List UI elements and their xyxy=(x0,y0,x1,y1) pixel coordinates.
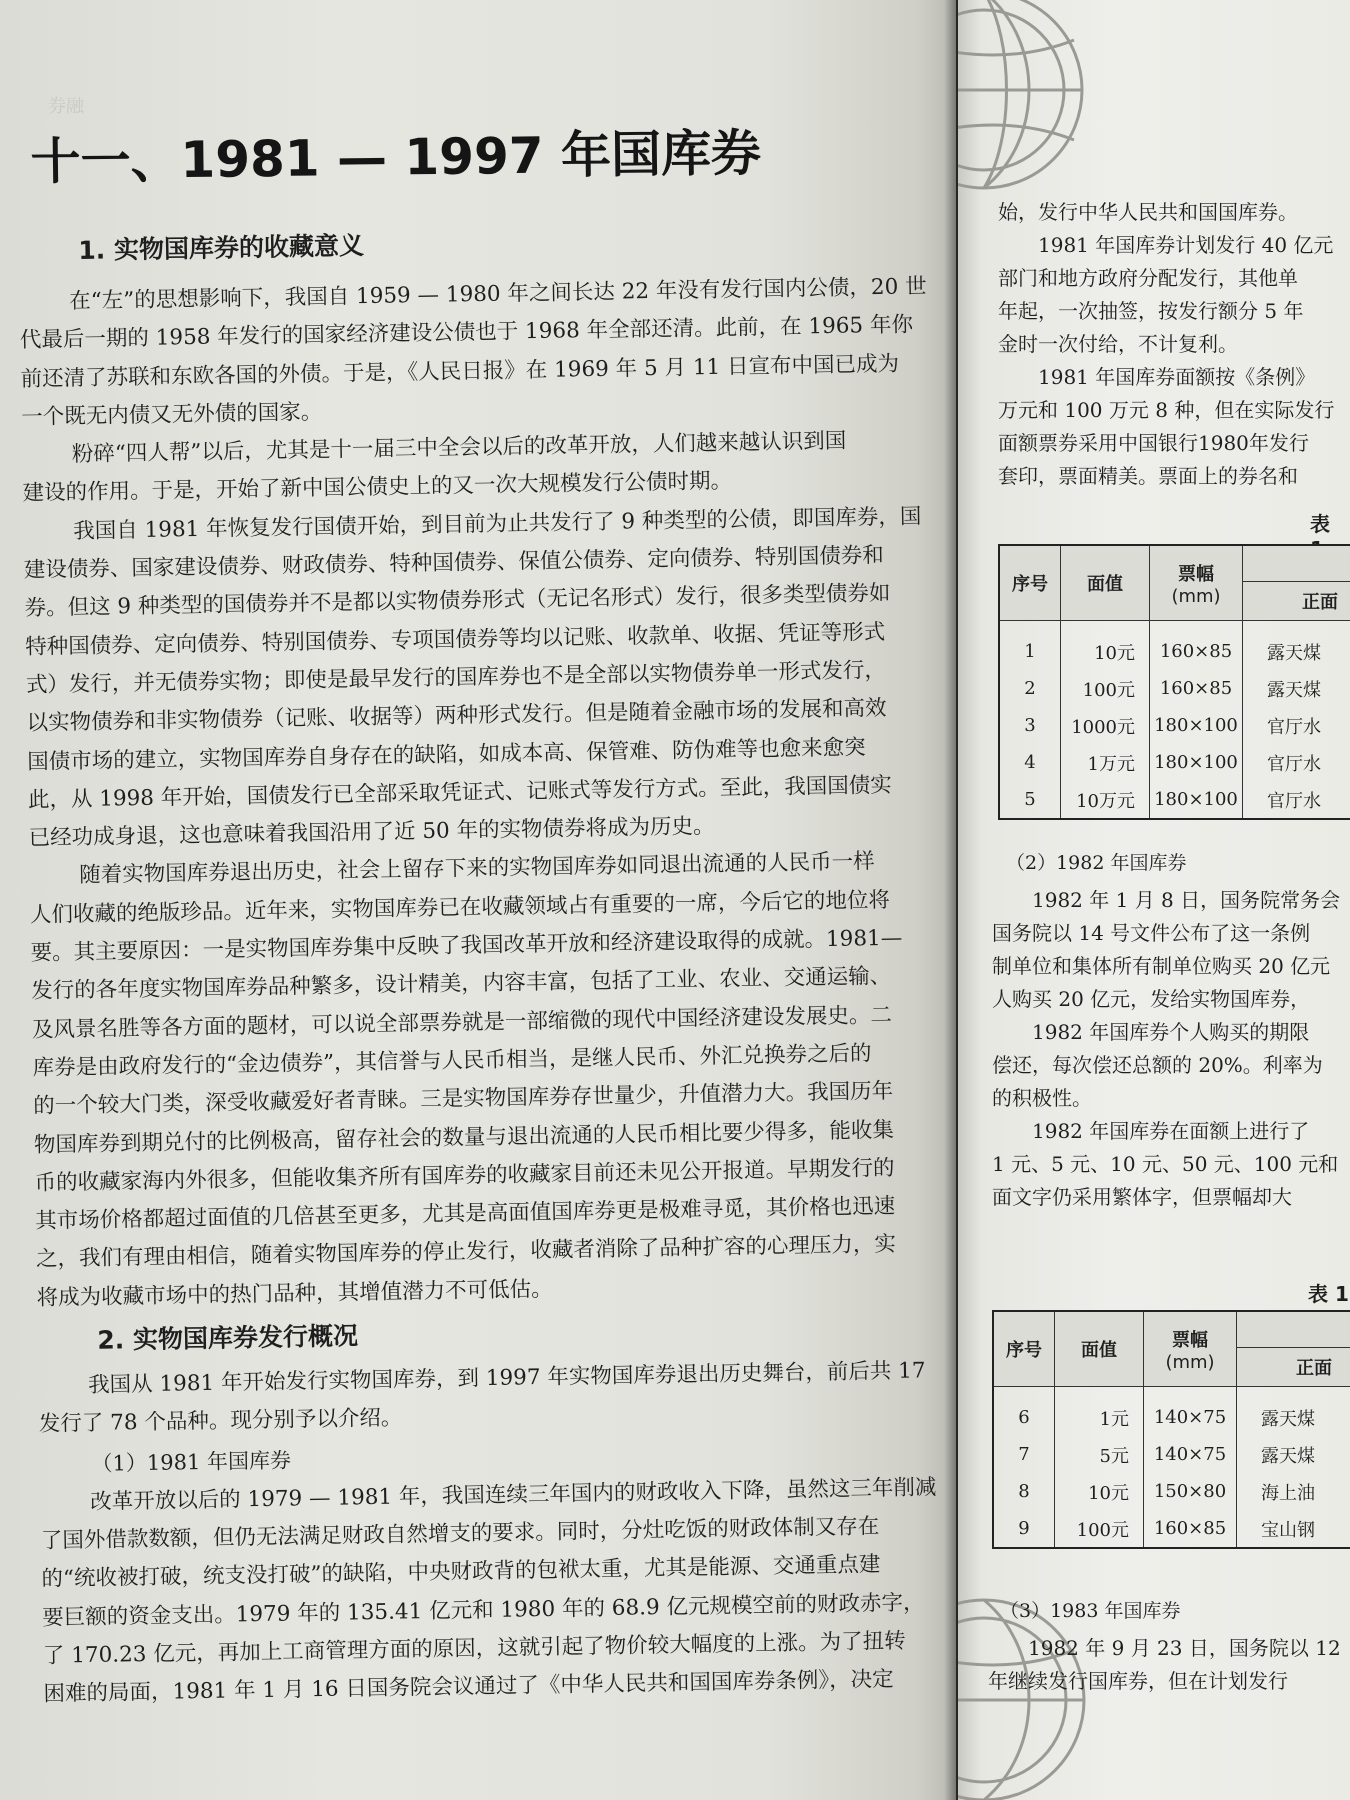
text-line: 年起，一次抽签，按发行额分 5 年 xyxy=(998,299,1304,323)
table-cell: 10元 xyxy=(1055,1473,1144,1510)
table-1982 xyxy=(992,1310,1350,1549)
table-cell: 180×100 xyxy=(1150,707,1243,744)
text-line: 的一个较大门类，深受收藏爱好者青睐。三是实物国库券存世量少，升值潜力大。我国历年 xyxy=(33,1079,894,1120)
text-line: 的“统收被打破，统支没打破”的缺陷，中央财政背的包袱太重，尤其是能源、交通重点建 xyxy=(41,1552,881,1592)
table-2-label: 表 1 xyxy=(1308,1282,1349,1306)
table-cell: 100元 xyxy=(1055,1510,1144,1548)
text-line: 1982 年国库券个人购买的期限 xyxy=(1032,1020,1310,1044)
text-line: 我国自 1981 年恢复发行国债开始，到目前为止共发行了 9 种类型的公债，即国库券，国 xyxy=(73,504,922,544)
text-line: 人们收藏的绝版珍品。近年来，实物国库券已在收藏领域占有重要的一席，今后它的地位将 xyxy=(29,887,891,928)
text-line: 制单位和集体所有制单位购买 20 亿元 xyxy=(992,954,1331,978)
table-cell: 官厅水 xyxy=(1243,744,1350,781)
text-line: 万元和 100 万元 8 种，但在实际发行 xyxy=(998,398,1335,422)
text-line: 式）发行，并无债券实物；即使是最早发行的国库券也不是全部以实物债券单一形式发行， xyxy=(25,657,887,698)
text-line: 其市场价格都超过面值的几倍甚至更多，尤其是高面值国库券更是极难寻觅，其价格也迅速 xyxy=(35,1193,896,1234)
table-cell: 官厅水 xyxy=(1243,781,1350,819)
table-row xyxy=(993,1473,1350,1510)
header-size-unit: (mm) xyxy=(1165,1351,1215,1373)
table-row xyxy=(993,1510,1350,1548)
table-row xyxy=(993,1436,1350,1473)
text-line: 始，发行中华人民共和国国库券。 xyxy=(998,200,1298,224)
table-cell: 1 xyxy=(999,621,1061,671)
text-line: 金时一次付给，不计复利。 xyxy=(998,332,1238,356)
table-cell: 160×85 xyxy=(1150,621,1243,671)
table-cell: 9 xyxy=(993,1510,1055,1548)
text-line: 特种国债券、定向债券、特别国债券、专项国债券等均以记账、收款单、收据、凭证等形式 xyxy=(25,619,886,660)
table-cell: 140×75 xyxy=(1144,1436,1237,1473)
text-line: 偿还，每次偿还总额的 20%。利率为 xyxy=(992,1053,1323,1077)
table-cell: 露天煤 xyxy=(1243,621,1350,671)
table-cell: 面值 xyxy=(1061,545,1150,621)
table-cell xyxy=(1150,545,1243,621)
table-cell: 1000元 xyxy=(1061,707,1150,744)
text-line: 的积极性。 xyxy=(992,1086,1092,1110)
table-cell: 露天煤 xyxy=(1237,1387,1350,1437)
table-cell: 1元 xyxy=(1055,1387,1144,1437)
text-line: 以实物债券和非实物债券（记账、收据等）两种形式发行。但是随着金融市场的发展和高效 xyxy=(26,696,887,737)
section-1-paragraph xyxy=(23,497,956,858)
right-text-bottom xyxy=(988,1632,1350,1698)
table-row xyxy=(999,781,1350,819)
section-1-paragraph xyxy=(29,842,956,1318)
text-line: 要。其主要原因：一是实物国库券集中反映了我国改革开放和经济建设取得的成就。1981— xyxy=(30,925,903,966)
text-line: 1982 年 1 月 8 日，国务院常务会 xyxy=(1032,888,1341,912)
table-row xyxy=(999,707,1350,744)
text-line: 将成为收藏市场中的热门品种，其增值潜力不可低估。 xyxy=(36,1276,553,1311)
section-1-heading: 1. 实物国库券的收藏意义 xyxy=(78,230,365,265)
table-1981 xyxy=(998,544,1350,820)
text-line: 库券是由政府发行的“金边债券”，其信誉与人民币相当，是继人民币、外汇兑换券之后的 xyxy=(32,1041,872,1081)
right-text-top xyxy=(998,196,1350,493)
text-line: 1981 年国库券面额按《条例》 xyxy=(1038,365,1316,389)
table-cell: 6 xyxy=(993,1387,1055,1437)
table-cell xyxy=(1243,545,1350,582)
table-cell xyxy=(1144,1311,1237,1387)
table-cell: 160×85 xyxy=(1150,670,1243,707)
text-line: 困难的局面，1981 年 1 月 16 日国务院会议通过了《中华人民共和国国库券条例》，决定 xyxy=(43,1667,894,1707)
section-2-heading: 2. 实物国库券发行概况 xyxy=(97,1321,359,1355)
section-1-body xyxy=(19,268,956,1318)
text-line: 改革开放以后的 1979 — 1981 年，我国连续三年国内的财政收入下降，虽然这三年削减 xyxy=(89,1474,937,1515)
table-cell: 正面 xyxy=(1237,1348,1350,1387)
chapter-title: 十一、1981 — 1997 年国库券 xyxy=(30,124,762,191)
table-cell: 10万元 xyxy=(1061,781,1150,819)
table-cell: 序号 xyxy=(993,1311,1055,1387)
text-line: 粉碎“四人帮”以后，尤其是十一届三中全会以后的改革开放，人们越来越认识到国 xyxy=(71,428,847,468)
sub-heading-1983: （3）1983 年国库券 xyxy=(1000,1600,1181,1622)
table-cell: 180×100 xyxy=(1150,781,1243,819)
text-line: 国债市场的建立，实物国库券自身存在的缺陷，如成本高、保管难、防伪难等也愈来愈突 xyxy=(27,734,866,775)
text-line: 1982 年国库券在面额上进行了 xyxy=(1032,1119,1310,1143)
text-line: 年继续发行国库券，但在计划发行 xyxy=(988,1669,1288,1693)
globe-ornament-top xyxy=(958,0,1094,210)
table-row xyxy=(993,1387,1350,1437)
table-cell: 2 xyxy=(999,670,1061,707)
table-cell: 序号 xyxy=(999,545,1061,621)
table-cell: 3 xyxy=(999,707,1061,744)
text-line: 建设债券、国家建设债券、财政债券、特种国债券、保值公债券、定向债券、特别国债券和 xyxy=(23,543,885,584)
text-line: 代最后一期的 1958 年发行的国家经济建设公债也于 1968 年全部还清。此前，在 1965 年你 xyxy=(19,312,914,354)
text-line: 物国库券到期兑付的比例极高，留存社会的数量与退出流通的人民币相比要少得多，能收集 xyxy=(33,1117,895,1158)
section-2-sub-paragraph xyxy=(40,1468,956,1714)
text-line: 随着实物国库券退出历史，社会上留存下来的实物国库券如同退出流通的人民币一样 xyxy=(79,849,875,889)
text-line: 前还清了苏联和东欧各国的外债。于是，《人民日报》在 1969 年 5 月 11 日宣布中国已成为 xyxy=(20,351,900,392)
sub-heading-1982: （2）1982 年国库券 xyxy=(1006,852,1187,874)
table-cell: 露天煤 xyxy=(1243,670,1350,707)
section-1-paragraph xyxy=(19,268,956,438)
text-line: 面文字仍采用繁体字，但票幅却大 xyxy=(992,1185,1292,1209)
text-line: 1981 年国库券计划发行 40 亿元 xyxy=(1038,233,1334,257)
text-line: 了 170.23 亿元，再加上工商管理方面的原因，这就引起了物价较大幅度的上涨。为了扭转 xyxy=(42,1628,906,1669)
text-line: 之，我们有理由相信，随着实物国库券的停止发行，收藏者消除了品种扩容的心理压力，实 xyxy=(35,1232,897,1273)
table-cell: 180×100 xyxy=(1150,744,1243,781)
table-cell: 140×75 xyxy=(1144,1387,1237,1437)
text-line: 面额票券采用中国银行1980年发行 xyxy=(998,431,1309,455)
left-body xyxy=(18,214,956,1715)
text-line: 在“左”的思想影响下，我国自 1959 — 1980 年之间长达 22 年没有发行国内公债，20 世 xyxy=(69,274,927,315)
table-1-label: 表 xyxy=(1310,512,1330,536)
text-line: 一个既无内债又无外债的国家。 xyxy=(21,399,323,430)
table-cell: 官厅水 xyxy=(1243,707,1350,744)
table-cell: 4 xyxy=(999,744,1061,781)
table-cell: 150×80 xyxy=(1144,1473,1237,1510)
text-line: 1982 年 9 月 23 日，国务院以 12 xyxy=(1028,1636,1341,1660)
text-line: 及风景名胜等各方面的题材，可以说全部票券就是一部缩微的现代中国经济建设发展史。二 xyxy=(31,1002,893,1043)
table-cell: 5 xyxy=(999,781,1061,819)
table-row xyxy=(999,670,1350,707)
table-cell: 8 xyxy=(993,1473,1055,1510)
text-line: 此，从 1998 年开始，国债发行已全部采取凭证式、记账式等发行方式。至此，我国国债实 xyxy=(27,772,892,813)
table-cell: 5元 xyxy=(1055,1436,1144,1473)
text-line: 已经功成身退，这也意味着我国沿用了近 50 年的实物债券将成为历史。 xyxy=(28,814,715,852)
text-line: 发行的各年度实物国库券品种繁多，设计精美，内容丰富，包括了工业、农业、交通运输、 xyxy=(31,964,892,1005)
header-size-unit: (mm) xyxy=(1171,585,1221,607)
text-line: 发行了 78 个品种。现分别予以介绍。 xyxy=(38,1405,403,1438)
table-cell xyxy=(1237,1311,1350,1348)
table-cell: 正面 xyxy=(1243,582,1350,621)
table-row xyxy=(999,621,1350,671)
sub-heading-1981: （1）1981 年国库券 xyxy=(91,1448,292,1476)
table-cell: 7 xyxy=(993,1436,1055,1473)
text-line: 了国外借款数额，但仍无法满足财政自然增支的要求。同时，分灶吃饭的财政体制又存在 xyxy=(40,1514,880,1554)
right-text-mid xyxy=(992,884,1350,1214)
table-cell: 海上油 xyxy=(1237,1473,1350,1510)
running-head: 券融 xyxy=(48,96,84,117)
table-cell: 10元 xyxy=(1061,621,1150,671)
text-line: 券。但这 9 种类型的国债券并不是都以实物债券形式（无记名形式）发行，很多类型债券如 xyxy=(24,581,891,622)
text-line: 部门和地方政府分配发行，其他单 xyxy=(998,266,1298,290)
text-line: 币的收藏家海内外很多，但能收集齐所有国库券的收藏家目前还未见公开报道。早期发行的 xyxy=(34,1155,895,1196)
table-row xyxy=(999,744,1350,781)
table-cell: 100元 xyxy=(1061,670,1150,707)
header-size-label: 票幅 xyxy=(1178,563,1214,585)
header-size-label: 票幅 xyxy=(1172,1329,1208,1351)
table-cell: 露天煤 xyxy=(1237,1436,1350,1473)
text-line: 国务院以 14 号文件公布了这一条例 xyxy=(992,921,1311,945)
text-line: 要巨额的资金支出。1979 年的 135.41 亿元和 1980 年的 68.9 亿元规模空前的财政赤字， xyxy=(42,1589,925,1631)
table-cell: 面值 xyxy=(1055,1311,1144,1387)
table-cell: 宝山钢 xyxy=(1237,1510,1350,1548)
text-line: 1 元、5 元、10 元、50 元、100 元和 xyxy=(992,1152,1339,1176)
table-cell: 160×85 xyxy=(1144,1510,1237,1548)
text-line: 建设的作用。于是，开始了新中国公债史上的又一次大规模发行公债时期。 xyxy=(22,469,733,507)
right-page xyxy=(958,0,1350,1800)
table-cell: 1万元 xyxy=(1061,744,1150,781)
text-line: 人购买 20 亿元，发给实物国库券， xyxy=(992,987,1311,1011)
text-line: 我国从 1981 年开始发行实物国库券，到 1997 年实物国库券退出历史舞台，前后共 17 xyxy=(87,1358,926,1398)
section-2-sub-body xyxy=(40,1468,956,1714)
text-line: 套印，票面精美。票面上的券名和 xyxy=(998,464,1298,488)
